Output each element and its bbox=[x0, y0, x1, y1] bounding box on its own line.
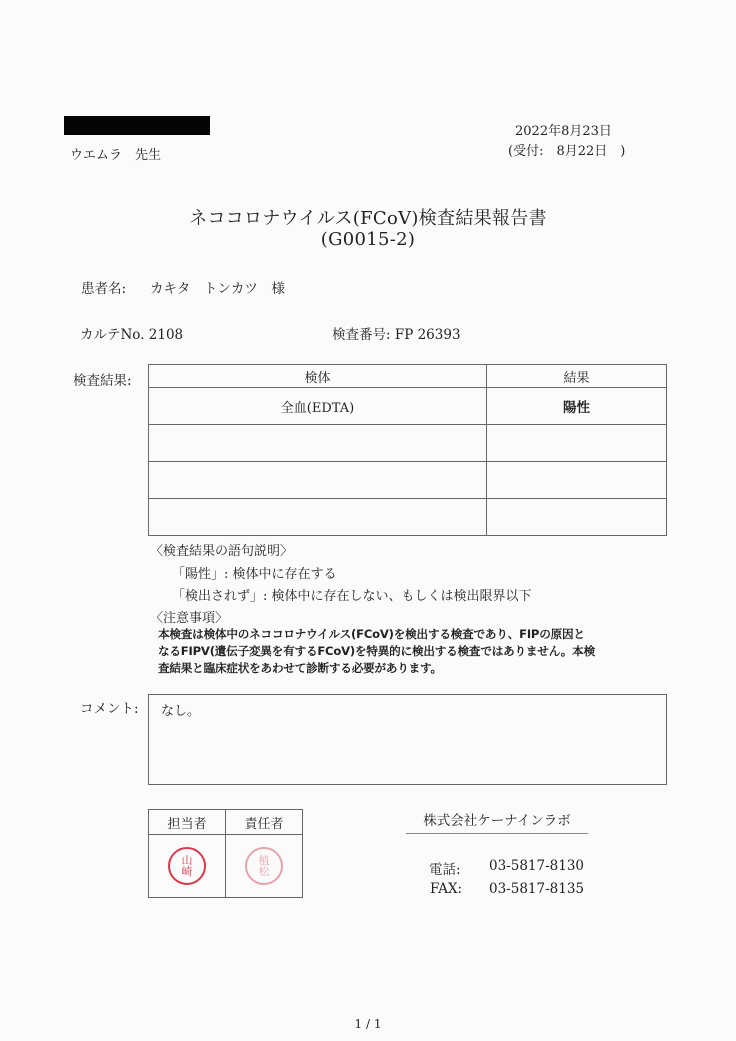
table-row bbox=[149, 462, 667, 499]
phone-number: 03-5817-8130 bbox=[489, 858, 585, 874]
page-number: 1 / 1 bbox=[354, 1017, 382, 1031]
caution-text bbox=[158, 626, 668, 677]
specimen-cell bbox=[149, 462, 487, 499]
result-cell bbox=[487, 425, 667, 462]
table-row bbox=[149, 499, 667, 536]
glossary-item: 「陽性」: 検体中に存在する bbox=[172, 567, 337, 582]
specimen-cell bbox=[149, 425, 487, 462]
column-header-result: 結果 bbox=[487, 365, 667, 388]
results-table bbox=[148, 364, 667, 536]
signoff-cell bbox=[226, 835, 303, 898]
table-header-row bbox=[149, 365, 667, 388]
result-cell: 陽性 bbox=[487, 388, 667, 425]
column-header-specimen: 検体 bbox=[149, 365, 487, 388]
report-date: 2022年8月23日 bbox=[515, 124, 612, 139]
comment-box bbox=[148, 694, 667, 785]
specimen-cell bbox=[149, 499, 487, 536]
seal-stamp bbox=[168, 847, 206, 885]
glossary-heading: 〈検査結果の語句説明〉 bbox=[150, 544, 294, 559]
fax-label: FAX: bbox=[430, 881, 463, 897]
doctor-name: ウエムラ 先生 bbox=[70, 148, 162, 163]
page-title: ネココロナウイルス(FCoV)検査結果報告書 bbox=[189, 208, 547, 229]
result-cell bbox=[487, 462, 667, 499]
caution-line: なるFIPV(遺伝子変異を有するFCoV)を特異的に検出する検査ではありません。本検 bbox=[158, 644, 595, 658]
test-number: 検査番号: FP 26393 bbox=[332, 327, 461, 343]
chart-number: カルテNo. 2108 bbox=[80, 327, 184, 343]
glossary-item: 「検出されず」: 検体中に存在しない、もしくは検出限界以下 bbox=[172, 589, 532, 604]
redacted-recipient bbox=[64, 116, 210, 135]
page-subtitle: (G0015-2) bbox=[320, 229, 416, 250]
table-row bbox=[149, 425, 667, 462]
seal-text: 山崎 bbox=[181, 854, 193, 878]
table-row bbox=[149, 388, 667, 425]
received-date: (受付: 8月22日 ) bbox=[508, 144, 626, 159]
signoff-cell bbox=[149, 835, 226, 898]
signoff-header-person-in-charge: 担当者 bbox=[149, 810, 226, 835]
caution-line: 本検査は検体中のネココロナウイルス(FCoV)を検出する検査であり、FIPの原因と bbox=[158, 627, 585, 641]
patient-name: カキタ トンカツ 様 bbox=[150, 281, 285, 297]
seal-stamp bbox=[245, 847, 283, 885]
seal-text: 植松 bbox=[258, 854, 270, 878]
fax-number: 03-5817-8135 bbox=[489, 881, 585, 897]
specimen-cell: 全血(EDTA) bbox=[149, 388, 487, 425]
comment-label: コメント: bbox=[80, 701, 139, 717]
company-name: 株式会社ケーナインラボ bbox=[406, 809, 588, 834]
phone-label: 電話: bbox=[429, 862, 461, 878]
caution-line: 査結果と臨床症状をあわせて診断する必要があります。 bbox=[158, 661, 442, 675]
result-cell bbox=[487, 499, 667, 536]
caution-heading: 〈注意事項〉 bbox=[150, 611, 229, 626]
results-label: 検査結果: bbox=[73, 373, 132, 389]
comment-text: なし。 bbox=[161, 704, 201, 719]
patient-label: 患者名: bbox=[81, 281, 127, 297]
signoff-table bbox=[148, 809, 303, 898]
signoff-header-supervisor: 責任者 bbox=[226, 810, 303, 835]
